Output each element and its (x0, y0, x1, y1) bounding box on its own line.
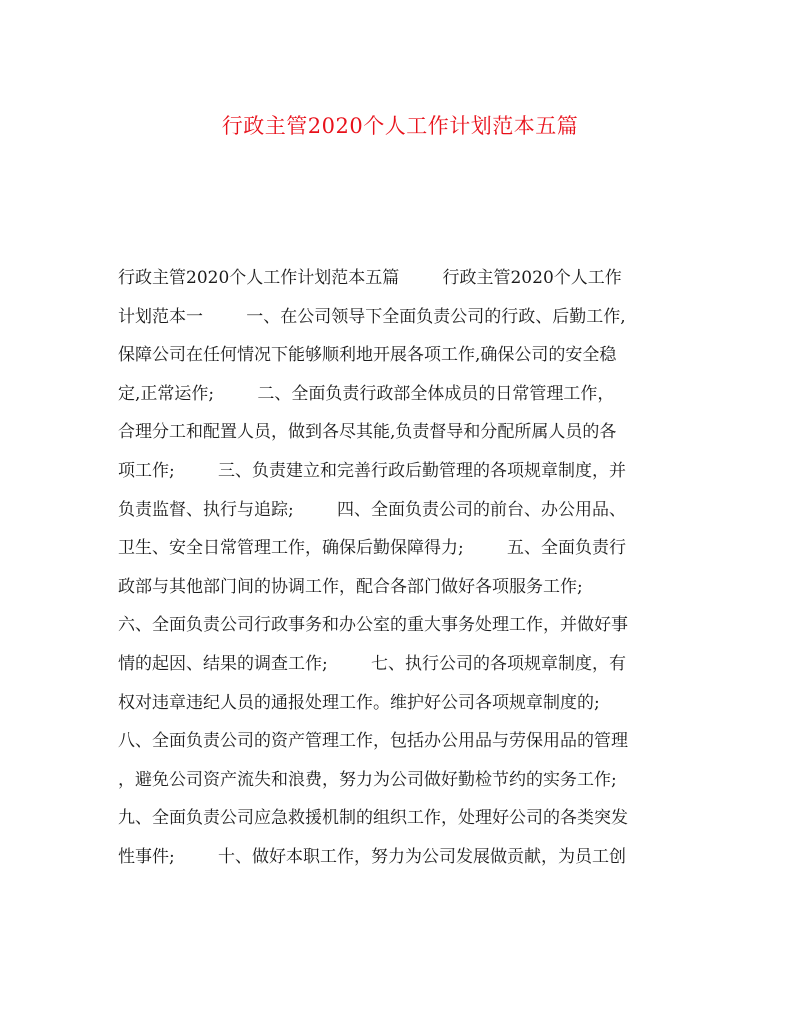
body-line: 九、全面负责公司应急救援机制的组织工作，处理好公司的各类突发 (118, 808, 628, 829)
body-line: 八、全面负责公司的资产管理工作，包括办公用品与劳保用品的管理 (118, 731, 628, 752)
body-line: 定,正常运作; 二、全面负责行政部全体成员的日常管理工作， (118, 383, 615, 404)
body-line: 保障公司在任何情况下能够顺利地开展各项工作,确保公司的安全稳 (118, 345, 617, 366)
body-line: ，避免公司资产流失和浪费，努力为公司做好勤检节约的实务工作; (118, 769, 617, 790)
document-body (118, 263, 678, 881)
body-line: 六、全面负责公司行政事务和办公室的重大事务处理工作，并做好事 (118, 615, 628, 636)
body-line: 性事件; 十、做好本职工作，努力为公司发展做贡献，为员工创 (118, 846, 626, 867)
document-title: 行政主管2020个人工作计划范本五篇 (221, 114, 579, 138)
body-line: 计划范本一 一、在公司领导下全面负责公司的行政、后勤工作, (118, 306, 626, 327)
body-line: 政部与其他部门间的协调工作，配合各部门做好各项服务工作; (118, 576, 583, 597)
body-line: 负责监督、执行与追踪; 四、全面负责公司的前台、办公用品、 (118, 499, 626, 520)
body-line: 情的起因、结果的调查工作; 七、执行公司的各项规章制度，有 (118, 653, 626, 674)
body-line: 项工作; 三、负责建立和完善行政后勤管理的各项规章制度，并 (118, 460, 626, 481)
body-line: 卫生、安全日常管理工作，确保后勤保障得力; 五、全面负责行 (118, 538, 626, 559)
body-line: 权对违章违纪人员的通报处理工作。维护好公司各项规章制度的; (118, 692, 600, 713)
body-line: 行政主管2020个人工作计划范本五篇 行政主管2020个人工作 (118, 268, 622, 288)
body-line: 合理分工和配置人员，做到各尽其能,负责督导和分配所属人员的各 (118, 422, 617, 443)
